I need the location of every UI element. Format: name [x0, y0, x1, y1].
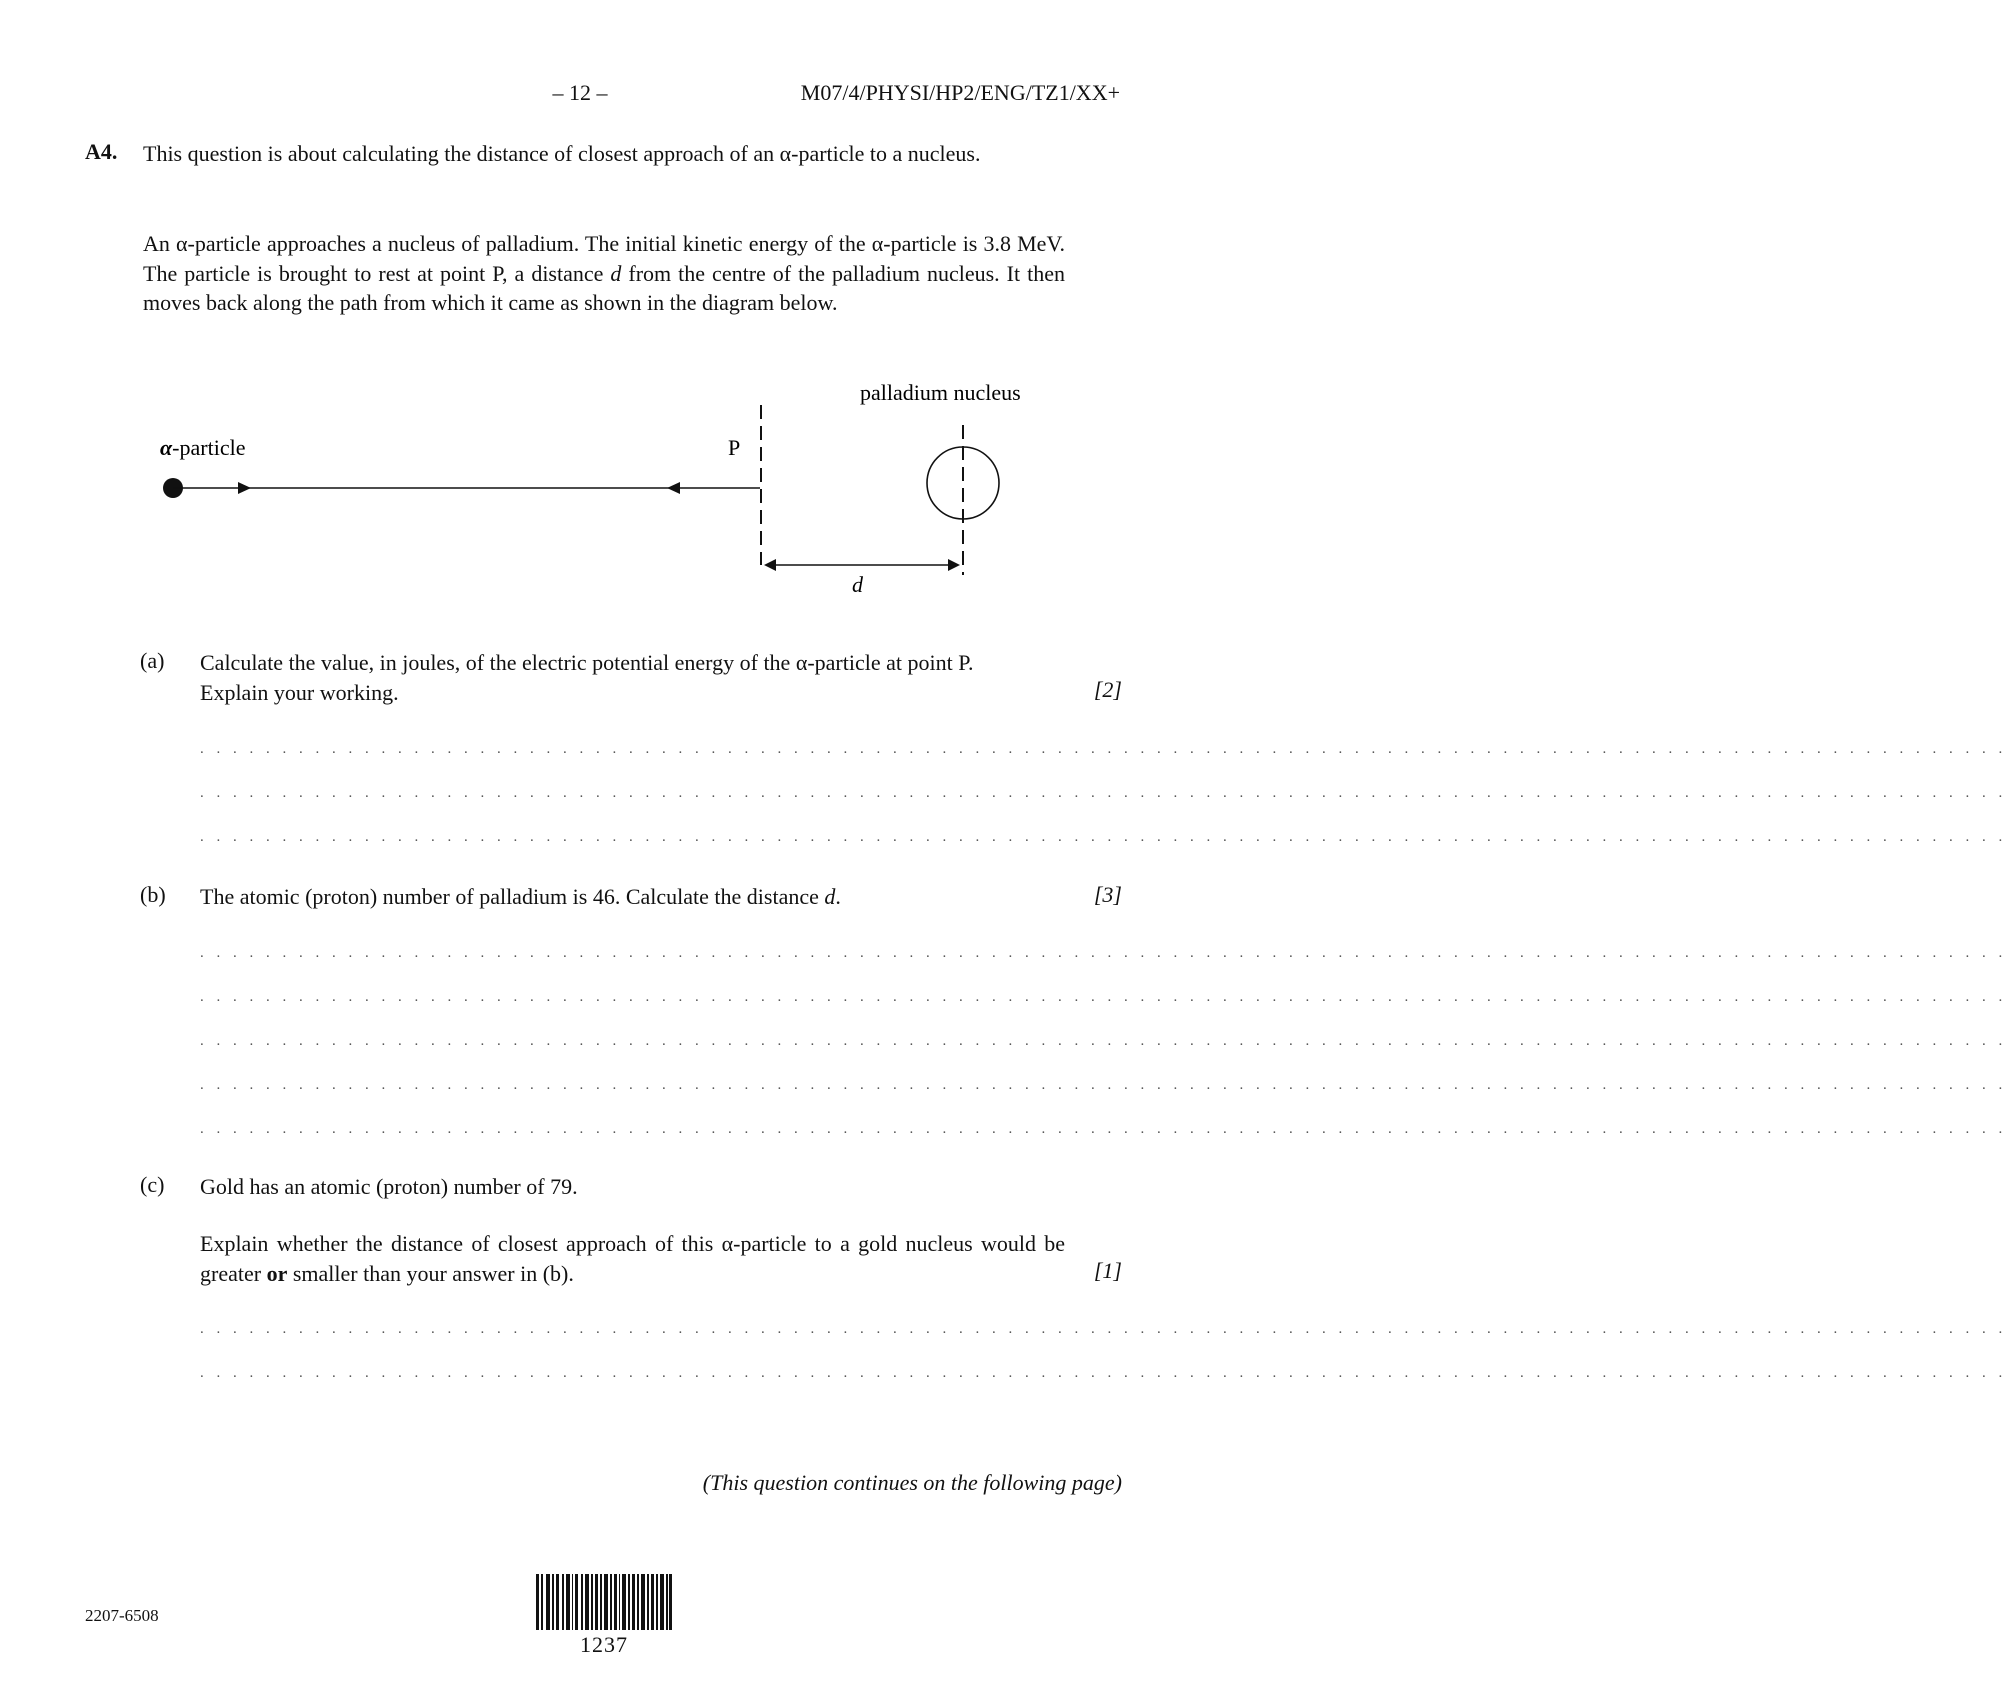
forward-arrow-icon	[238, 482, 251, 494]
part-c-text-1: Gold has an atomic (proton) number of 79.	[200, 1174, 578, 1199]
alpha-particle-diagram	[0, 370, 1200, 600]
part-a-marks: [2]	[1093, 677, 1122, 702]
part-b-distance-variable: d	[824, 884, 836, 909]
answer-line[interactable]: . . . . . . . . . . . . . . . . . . . . . . . . . . . . . . . . . . . . . . . . . . . . . . . . . . . . . . . . . . . . . . . . . . . . . . . . . . . . . . . . . . . . . . . . . . . . . . . . . . . . . . . . . . . . . .	[200, 1077, 2007, 1093]
answer-line[interactable]: . . . . . . . . . . . . . . . . . . . . . . . . . . . . . . . . . . . . . . . . . . . . . . . . . . . . . . . . . . . . . . . . . . . . . . . . . . . . . . . . . . . . . . . . . . . . . . . . . . . . . . . . . . . . . .	[200, 1321, 2007, 1337]
part-b-marks: [3]	[1093, 882, 1122, 907]
part-b-text-end: .	[835, 884, 841, 909]
part-a-label: (a)	[140, 648, 165, 673]
answer-line[interactable]: . . . . . . . . . . . . . . . . . . . . . . . . . . . . . . . . . . . . . . . . . . . . . . . . . . . . . . . . . . . . . . . . . . . . . . . . . . . . . . . . . . . . . . . . . . . . . . . . . . . . . . . . . . . . . .	[200, 829, 2007, 845]
part-a-line-2: Explain your working.	[200, 679, 399, 705]
continues-note: (This question continues on the following page)	[702, 1470, 1122, 1495]
context-text-2: from the centre of the palladium nucleus. It then moves back along the path from which it came as shown in the diagram below.	[143, 260, 1065, 315]
barcode-number: 1237	[580, 1632, 628, 1657]
answer-line[interactable]: . . . . . . . . . . . . . . . . . . . . . . . . . . . . . . . . . . . . . . . . . . . . . . . . . . . . . . . . . . . . . . . . . . . . . . . . . . . . . . . . . . . . . . . . . . . . . . . . . . . . . . . . . . . . . .	[200, 741, 2007, 757]
distance-d-label: d	[852, 572, 863, 597]
part-a-text	[200, 648, 1065, 707]
context-distance-variable: d	[610, 260, 622, 286]
point-p-label: P	[728, 435, 741, 460]
part-c-text-2b: smaller than your answer in (b).	[287, 1260, 574, 1286]
nucleus-label: palladium nucleus	[860, 380, 1021, 405]
part-b-text-main: The atomic (proton) number of palladium is 46. Calculate the distance	[200, 884, 825, 909]
part-c-marks: [1]	[1093, 1258, 1122, 1283]
answer-line[interactable]: . . . . . . . . . . . . . . . . . . . . . . . . . . . . . . . . . . . . . . . . . . . . . . . . . . . . . . . . . . . . . . . . . . . . . . . . . . . . . . . . . . . . . . . . . . . . . . . . . . . . . . . . . . . . . .	[200, 989, 2007, 1005]
answer-line[interactable]: . . . . . . . . . . . . . . . . . . . . . . . . . . . . . . . . . . . . . . . . . . . . . . . . . . . . . . . . . . . . . . . . . . . . . . . . . . . . . . . . . . . . . . . . . . . . . . . . . . . . . . . . . . . . . .	[200, 1121, 2007, 1137]
part-a-line-1: Calculate the value, in joules, of the electric potential energy of the α-particle at point P.	[200, 650, 974, 675]
alpha-particle-label: α-particle	[160, 435, 246, 460]
question-intro: This question is about calculating the distance of closest approach of an α-particle to a nucleus.	[143, 141, 981, 166]
context-text-1: An α-particle approaches a nucleus of palladium. The initial kinetic energy of the α-particle is 3.8 MeV. The particle is brought to rest at point P, a distance	[143, 231, 1065, 286]
part-c-label: (c)	[140, 1172, 165, 1197]
return-arrow-icon	[667, 482, 680, 494]
part-b-label: (b)	[140, 882, 166, 907]
page-number: – 12 –	[552, 80, 608, 105]
part-c-text-2a: Explain whether the distance of closest approach of this α-particle to a gold nucleus would be greater	[200, 1231, 1065, 1286]
part-b-text	[200, 882, 1065, 912]
paper-code: 2207-6508	[85, 1606, 159, 1625]
question-number: A4.	[85, 139, 118, 164]
distance-right-arrow-icon	[948, 559, 960, 571]
part-c-text-2	[200, 1229, 1065, 1288]
barcode-image	[536, 1574, 672, 1630]
answer-line[interactable]: . . . . . . . . . . . . . . . . . . . . . . . . . . . . . . . . . . . . . . . . . . . . . . . . . . . . . . . . . . . . . . . . . . . . . . . . . . . . . . . . . . . . . . . . . . . . . . . . . . . . . . . . . . . . . .	[200, 785, 2007, 801]
answer-line[interactable]: . . . . . . . . . . . . . . . . . . . . . . . . . . . . . . . . . . . . . . . . . . . . . . . . . . . . . . . . . . . . . . . . . . . . . . . . . . . . . . . . . . . . . . . . . . . . . . . . . . . . . . . . . . . . . .	[200, 1033, 2007, 1049]
answer-line[interactable]: . . . . . . . . . . . . . . . . . . . . . . . . . . . . . . . . . . . . . . . . . . . . . . . . . . . . . . . . . . . . . . . . . . . . . . . . . . . . . . . . . . . . . . . . . . . . . . . . . . . . . . . . . . . . . .	[200, 1365, 2007, 1381]
part-c-emphasis: or	[266, 1260, 288, 1286]
distance-left-arrow-icon	[764, 559, 776, 571]
question-context	[143, 229, 1065, 318]
exam-code: M07/4/PHYSI/HP2/ENG/TZ1/XX+	[800, 80, 1120, 105]
answer-line[interactable]: . . . . . . . . . . . . . . . . . . . . . . . . . . . . . . . . . . . . . . . . . . . . . . . . . . . . . . . . . . . . . . . . . . . . . . . . . . . . . . . . . . . . . . . . . . . . . . . . . . . . . . . . . . . . . .	[200, 945, 2007, 961]
